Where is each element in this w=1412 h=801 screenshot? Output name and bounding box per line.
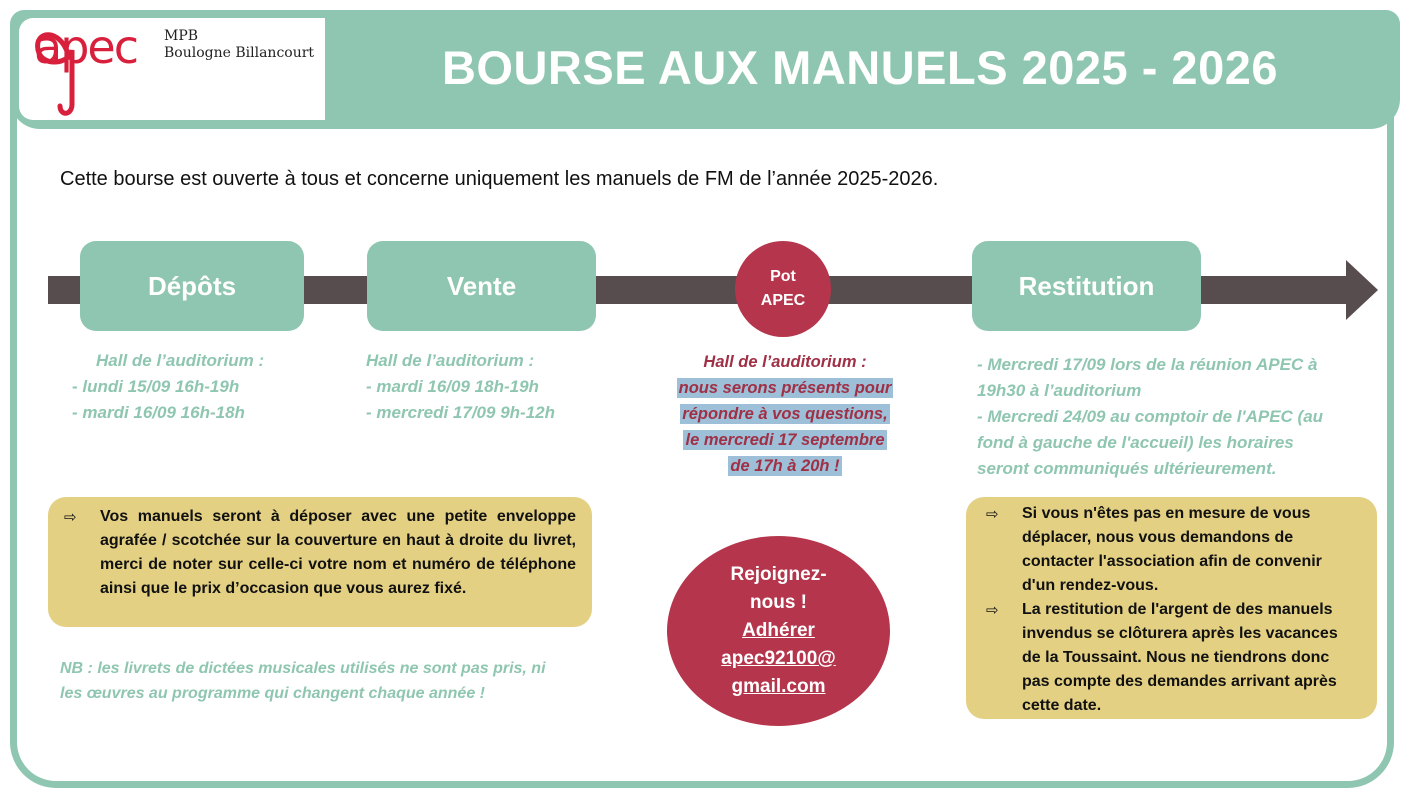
restitution-note-text-1: Si vous n'êtes pas en mesure de vous déplacer, nous vous demandons de contacter l'association afin de convenir d'un rendez-vous. — [1022, 505, 1322, 594]
stage-vente: Vente — [367, 241, 596, 331]
stage-pot-apec — [735, 241, 831, 337]
restitution-note — [966, 497, 1377, 719]
email-link-2[interactable]: gmail.com — [731, 676, 826, 697]
pot-line-1: Pot — [770, 268, 796, 285]
pot-highlight-3: le mercredi 17 septembre — [685, 431, 885, 449]
restitution-line-3: - Mercredi 24/09 au comptoir de l'APEC (au — [977, 407, 1324, 426]
org-line-1: MPB — [164, 28, 199, 44]
restitution-note-item-1 — [986, 502, 1357, 598]
page-title: BOURSE AUX MANUELS 2025 - 2026 — [441, 41, 1278, 94]
join-circle — [667, 536, 890, 726]
restitution-line-2: 19h30 à l’auditorium — [977, 381, 1142, 400]
restitution-line-1: - Mercredi 17/09 lors de la réunion APEC à — [977, 355, 1318, 374]
arrow-right-icon: ⇨ — [64, 508, 77, 526]
pot-place: Hall de l’auditorium : — [703, 353, 867, 371]
nb-note — [60, 656, 546, 706]
restitution-line-4: fond à gauche de l'accueil) les horaires — [977, 433, 1294, 452]
deposit-note — [48, 497, 592, 627]
restitution-note-text-2: La restitution de l'argent de des manuels invendus se clôturera après les vacances de la Toussaint. Nous ne tiendrons donc pas compte des demandes arrivant après cette date. — [1022, 601, 1338, 714]
vente-line-2: - mercredi 17/09 9h-12h — [366, 403, 555, 422]
depots-line-1: - lundi 15/09 16h-19h — [72, 377, 240, 396]
stage-restitution: Restitution — [972, 241, 1201, 331]
nb-line-1: NB : les livrets de dictées musicales utilisés ne sont pas pris, ni — [60, 660, 546, 677]
vente-place: Hall de l’auditorium : — [366, 351, 535, 370]
email-link-1[interactable]: apec92100@ — [721, 648, 836, 669]
logo-wordmark: apec — [34, 20, 137, 74]
depots-place: Hall de l’auditorium : — [96, 351, 265, 370]
vente-line-1: - mardi 16/09 18h-19h — [366, 377, 539, 396]
nb-line-2: les œuvres au programme qui changent chaque année ! — [60, 685, 485, 702]
intro-text: Cette bourse est ouverte à tous et concerne uniquement les manuels de FM de l’année 2025-2026. — [60, 168, 939, 190]
pot-highlight-4: de 17h à 20h ! — [730, 457, 840, 475]
pot-highlight-2: répondre à vos questions, — [682, 405, 888, 423]
pot-highlight-1: nous serons présents pour — [678, 379, 892, 397]
depots-line-2: - mardi 16/09 16h-18h — [72, 403, 245, 422]
restitution-info — [977, 352, 1323, 482]
adherer-link[interactable]: Adhérer — [742, 620, 815, 641]
restitution-line-5: seront communiqués ultérieurement. — [977, 459, 1277, 478]
org-line-2: Boulogne Billancourt — [164, 45, 315, 61]
vente-info — [366, 348, 555, 426]
restitution-note-item-2 — [986, 598, 1357, 718]
depots-info — [72, 348, 264, 426]
arrow-right-icon: ⇨ — [986, 601, 999, 619]
deposit-note-text: Vos manuels seront à déposer avec une petite enveloppe agrafée / scotchée sur la couverture en haut à droite du livret, merci de noter sur celle-ci votre nom et numéro de téléphone ainsi que le prix d’occasion que vous aurez fixé. — [100, 508, 576, 597]
join-line-2: nous ! — [750, 592, 807, 613]
org-name — [164, 28, 314, 62]
stage-depots: Dépôts — [80, 241, 304, 331]
join-line-1: Rejoignez- — [730, 564, 827, 585]
arrow-right-icon: ⇨ — [986, 505, 999, 523]
timeline-arrow-icon — [1346, 260, 1378, 320]
pot-info — [668, 349, 902, 479]
pot-line-2: APEC — [760, 292, 806, 309]
